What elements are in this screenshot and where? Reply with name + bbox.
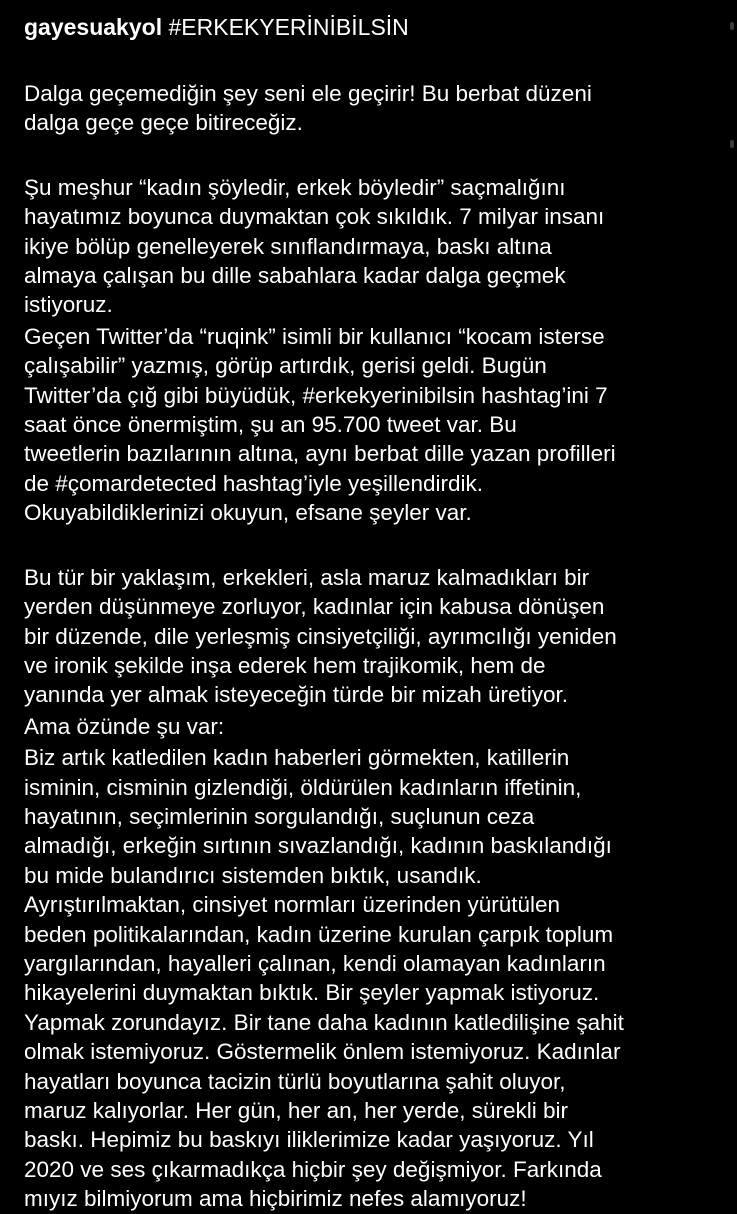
caption-line: yanında yer almak isteyeceğin türde bir mizah üretiyor.: [24, 682, 569, 708]
caption-body: [24, 79, 724, 1214]
caption-paragraph: [24, 79, 724, 138]
caption-line: Twitter’da çığ gibi büyüdük, #erkekyerinibilsin hashtag’ini 7: [24, 382, 608, 408]
caption-line: Ama özünde şu var:: [24, 713, 225, 739]
caption-line: baskı. Hepimiz bu baskıyı iliklerimize kadar yaşıyoruz. Yıl: [24, 1127, 594, 1153]
caption-line: almadığı, erkeğin sırtının sıvazlandığı, kadının baskılandığı: [24, 833, 612, 859]
caption-line: Şu meşhur “kadın şöyledir, erkek böyledir” saçmalığını: [24, 174, 566, 200]
caption-paragraph: [24, 322, 724, 528]
hashtag-link[interactable]: #ERKEKYERİNİBİLSİN: [168, 14, 409, 40]
caption-line: Okuyabildiklerinizi okuyun, efsane şeyler var.: [24, 500, 472, 526]
caption-line: Dalga geçemediğin şey seni ele geçirir! Bu berbat düzeni: [24, 81, 592, 106]
caption-line: ikiye bölüp genelleyerek sınıflandırmaya, baskı altına: [24, 233, 552, 259]
spacer: [24, 44, 724, 79]
post-caption: [24, 10, 724, 1214]
caption-paragraph: [24, 712, 724, 741]
scroll-indicator-mid: [730, 140, 734, 148]
caption-line: hayatımız boyunca duymaktan çok sıkıldık. 7 milyar insanı: [24, 204, 605, 230]
caption-line: 2020 ve ses çıkarmadıkça hiçbir şey değişmiyor. Farkında: [24, 1156, 602, 1182]
caption-line: yerden düşünmeye zorluyor, kadınlar için kabusa dönüşen: [24, 594, 605, 620]
caption-line: de #çomardetected hashtag’iyle yeşillendirdik.: [24, 470, 484, 496]
caption-line: beden politikalarından, kadın üzerine kurulan çarpık toplum: [24, 921, 614, 947]
caption-paragraph: [24, 173, 724, 320]
caption-line: hayatının, seçimlerinin sorgulandığı, suçlunun ceza: [24, 803, 535, 829]
scroll-indicator-top: [730, 22, 734, 30]
paragraph-spacer: [24, 528, 724, 563]
caption-line: saat önce önermiştim, şu an 95.700 tweet var. Bu: [24, 412, 517, 438]
caption-line: yargılarından, hayalleri çalınan, kendi olamayan kadınların: [24, 950, 606, 976]
caption-line: isminin, cisminin gizlendiği, öldürülen kadınların iffetinin,: [24, 774, 582, 800]
caption-line: bu mide bulandırıcı sistemden bıktık, usandık.: [24, 862, 482, 888]
caption-line: olmak istemiyoruz. Göstermelik önlem istemiyoruz. Kadınlar: [24, 1039, 621, 1065]
caption-line: Bu tür bir yaklaşım, erkekleri, asla maruz kalmadıkları bir: [24, 564, 590, 590]
caption-line: hayatları boyunca tacizin türlü boyutlarına şahit oluyor,: [24, 1068, 566, 1094]
caption-line: bir düzende, dile yerleşmiş cinsiyetçiliği, ayrımcılığı yeniden: [24, 623, 617, 649]
caption-line: çalışabilir” yazmış, görüp artırdık, gerisi geldi. Bugün: [24, 353, 547, 379]
caption-line: istiyoruz.: [24, 292, 113, 318]
caption-line: ve ironik şekilde inşa ederek hem trajikomik, hem de: [24, 652, 546, 678]
caption-line: tweetlerin bazılarının altına, aynı berbat dille yazan profilleri: [24, 441, 616, 467]
caption-line: Ayrıştırılmaktan, cinsiyet normları üzerinden yürütülen: [24, 892, 561, 918]
caption-header: [24, 10, 724, 44]
caption-line: Geçen Twitter’da “ruqink” isimli bir kullanıcı “kocam isterse: [24, 323, 605, 349]
username-link[interactable]: gayesuakyol: [24, 14, 163, 40]
caption-line: Biz artık katledilen kadın haberleri görmekten, katillerin: [24, 745, 570, 771]
caption-line: mıyız bilmiyorum ama hiçbirimiz nefes alamıyoruz!: [24, 1186, 527, 1212]
caption-paragraph: [24, 743, 724, 1214]
paragraph-spacer: [24, 138, 724, 173]
caption-line: hikayelerini duymaktan bıktık. Bir şeyler yapmak istiyoruz.: [24, 980, 600, 1006]
caption-line: Yapmak zorundayız. Bir tane daha kadının katledilişine şahit: [24, 1009, 624, 1035]
caption-line: almaya çalışan bu dille sabahlara kadar dalga geçmek: [24, 263, 566, 289]
caption-line: maruz kalıyorlar. Her gün, her an, her yerde, sürekli bir: [24, 1098, 568, 1123]
caption-paragraph: [24, 563, 724, 710]
caption-line: dalga geçe geçe bitireceğiz.: [24, 110, 303, 136]
